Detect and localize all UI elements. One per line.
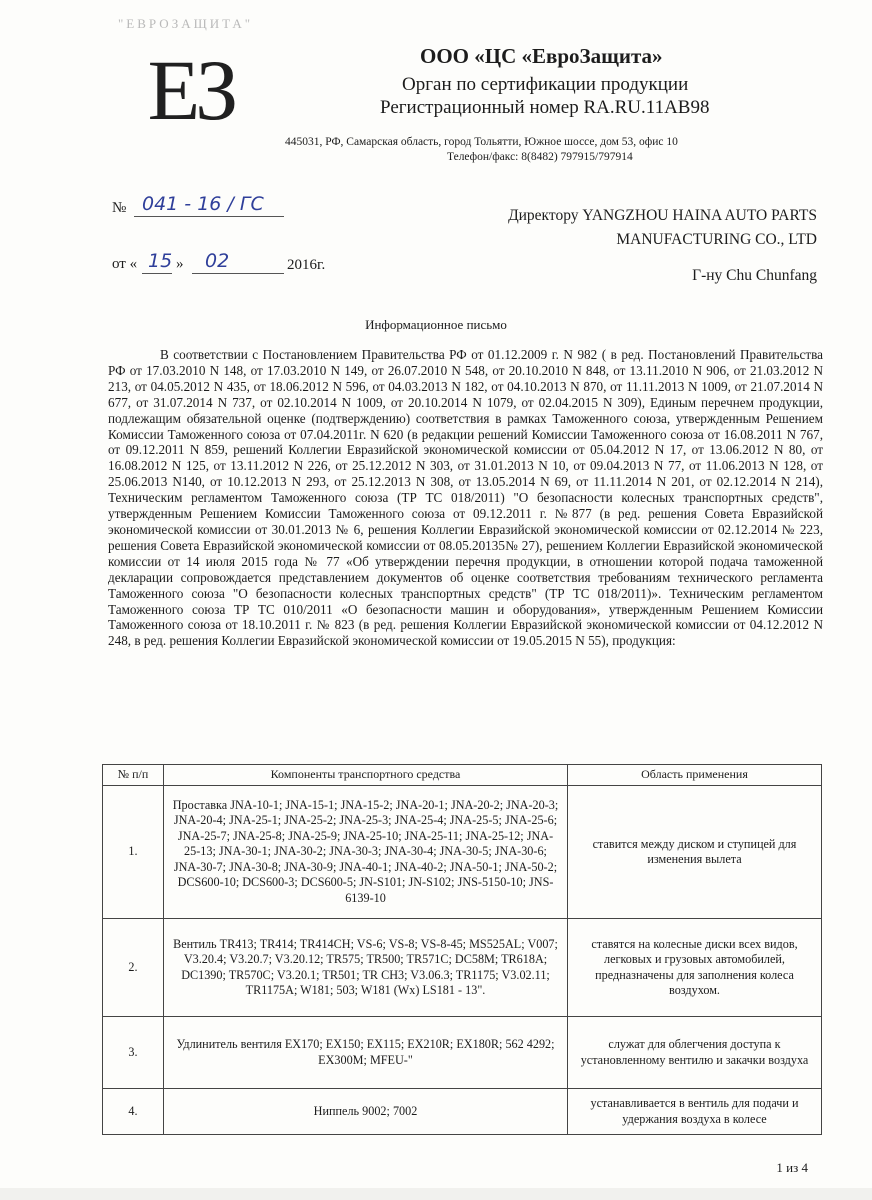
table-header-row xyxy=(103,765,822,786)
month-underline xyxy=(192,273,284,274)
row-application-area: ставятся на колесные диски всех видов, легковых и грузовых автомобилей, предназначены для заполнения колеса воздухом. xyxy=(568,919,822,1017)
header-components: Компоненты транспортного средства xyxy=(164,765,568,786)
org-phone: Телефон/факс: 8(8482) 797915/797914 xyxy=(447,151,633,163)
row-number: 3. xyxy=(103,1017,164,1089)
row-application-area: устанавливается в вентиль для подачи и удержания воздуха в колесе xyxy=(568,1089,822,1135)
row-number: 1. xyxy=(103,786,164,919)
row-application-area: ставится между диском и ступицей для изменения вылета xyxy=(568,786,822,919)
scan-bottom-edge xyxy=(0,1188,872,1200)
org-address: 445031, РФ, Самарская область, город Тольятти, Южное шоссе, дом 53, офис 10 xyxy=(285,136,678,148)
products-table xyxy=(102,764,822,1135)
table-row xyxy=(103,1089,822,1135)
header-number: № п/п xyxy=(103,765,164,786)
number-label: № xyxy=(112,200,127,216)
watermark-company-text: "ЕВРОЗАЩИТА" xyxy=(118,16,254,31)
page-number: 1 из 4 xyxy=(776,1160,808,1175)
handwritten-number: 041 - 16 / ГС xyxy=(142,193,264,215)
handwritten-month: 02 xyxy=(205,250,230,272)
document-title: Информационное письмо xyxy=(365,317,507,332)
number-underline xyxy=(134,216,284,217)
header-application-area: Область применения xyxy=(568,765,822,786)
company-logo: ЕЗ xyxy=(147,42,233,138)
row-component: Вентиль TR413; TR414; TR414CH; VS-6; VS-8; VS-8-45; MS525AL; V007; V3.20.4; V3.20.7; V3.20.12; TR575; TR500; TR571C; DC58M; TR618A; DC1390; TR570C; V3.20.1; TR501; TR CH3; V3.06.3; TR1175; V3.02.11; TR1175A; W181; 503; W181 (Wx) LS181 - 13". xyxy=(164,919,568,1017)
addressee-line-1: Директору YANGZHOU HAINA AUTO PARTS xyxy=(508,207,817,224)
day-underline xyxy=(142,273,172,274)
org-name: ООО «ЦС «ЕвроЗащита» xyxy=(420,44,663,68)
date-mid: » xyxy=(176,256,184,272)
row-component: Удлинитель вентиля EX170; EX150; EX115; EX210R; EX180R; 562 4292; EX300M; MFEU-" xyxy=(164,1017,568,1089)
table-row xyxy=(103,919,822,1017)
body-paragraph: В соответствии с Постановлением Правительства РФ от 01.12.2009 г. N 982 ( в ред. Постановлений Правительства РФ от 17.03.2010 N 148, от 17.03.2010 N 149, от 26.07.2010 N 548, от 20.10.2010 N 848, от 13.11.2010 N 906, от 21.03.2012 N 213, от 04.05.2012 N 435, от 18.06.2012 N 596, от 04.03.2013 N 182, от 04.10.2013 N 870, от 11.11.2013 N 1009, от 21.07.2014 N 677, от 31.07.2014 N 737, от 02.10.2014 N 1009, от 20.10.2014 N 1079, от 02.04.2015 N 309), Единым перечнем продукции, подлежащим обязательной оценке (подтверждению) соответствия в рамках Таможенного союза, утвержденным Решением Комиссии Таможенного союза от 07.04.2011г. N 620 (в редакции решений Комиссии Таможенного союза от 16.08.2011 N 767, от 09.12.2011 N 859, решений Коллегии Евразийской экономической комиссии от 05.04.2012 N 17, от 13.06.2012 N 80, от 16.08.2012 N 125, от 13.11.2012 N 226, от 25.12.2012 N 303, от 31.01.2013 N 10, от 09.04.2013 N 77, от 11.06.2013 N 128, от 25.06.2013 N140, от 10.12.2013 N 293, от 25.12.2013 N 308, от 13.05.2014 N 69, от 11.11.2014 N 201, от 02.12.2014 N 214), Техническим регламентом Таможенного союза (ТР ТС 018/2011) "О безопасности колесных транспортных средств", утвержденным Решением Комиссии Таможенного союза от 09.12.2011 г. №877 (в ред. решения Совета Евразийской экономической комиссии от 30.01.2013 № 6, решения Коллегии Евразийской экономической комиссии от 02.12.2014 № 223, решения Совета Евразийской экономической комиссии от 08.05.20135№ 27), решением Коллегии Евразийской экономической комиссии от 14 июля 2015 года № 77 «Об утверждении перечня продукции, в отношении которой подача таможенной декларации сопровождается представлением документов об оценке соответствия требованиям технического регламента Таможенного союза "О безопасности колесных транспортных средств" (ТР ТС 018/2011)». Техническим регламентом Таможенного союза ТР ТС 010/2011 «О безопасности машин и оборудования», утвержденным Решением Комиссии Таможенного союза от 18.10.2011 г. № 823 (в ред. решения Коллегии Евразийской экономической комиссии от 04.12.2012 N 248, в ред. решения Коллегии Евразийской экономической комиссии от 19.05.2015 N 55), продукция: xyxy=(108,347,823,649)
table-row xyxy=(103,1017,822,1089)
row-application-area: служат для облегчения доступа к установленному вентилю и закачки воздуха xyxy=(568,1017,822,1089)
org-subtitle: Орган по сертификации продукции xyxy=(402,74,689,95)
row-component: Ниппель 9002; 7002 xyxy=(164,1089,568,1135)
row-component: Проставка JNA-10-1; JNA-15-1; JNA-15-2; JNA-20-1; JNA-20-2; JNA-20-3; JNA-20-4; JNA-25-1; JNA-25-2; JNA-25-3; JNA-25-4; JNA-25-5; JNA-25-6; JNA-25-7; JNA-25-8; JNA-25-9; JNA-25-10; JNA-25-11; JNA-25-12; JNA-25-13; JNA-30-1; JNA-30-2; JNA-30-3; JNA-30-4; JNA-30-5; JNA-30-6; JNA-30-7; JNA-30-8; JNA-30-9; JNA-40-1; JNA-40-2; JNA-50-1; JNA-50-2; DCS600-10; DCS600-3; DCS600-5; JN-S101; JN-S102; JNS-5150-10; JNS-6139-10 xyxy=(164,786,568,919)
addressee-line-2: MANUFACTURING CO., LTD xyxy=(616,231,817,248)
addressee-name: Г-ну Chu Chunfang xyxy=(692,267,817,284)
table-row xyxy=(103,786,822,919)
date-prefix: от « xyxy=(112,256,138,272)
row-number: 2. xyxy=(103,919,164,1017)
row-number: 4. xyxy=(103,1089,164,1135)
date-year: 2016г. xyxy=(287,257,326,273)
registration-number: Регистрационный номер RA.RU.11AB98 xyxy=(380,97,710,118)
handwritten-day: 15 xyxy=(148,250,173,272)
